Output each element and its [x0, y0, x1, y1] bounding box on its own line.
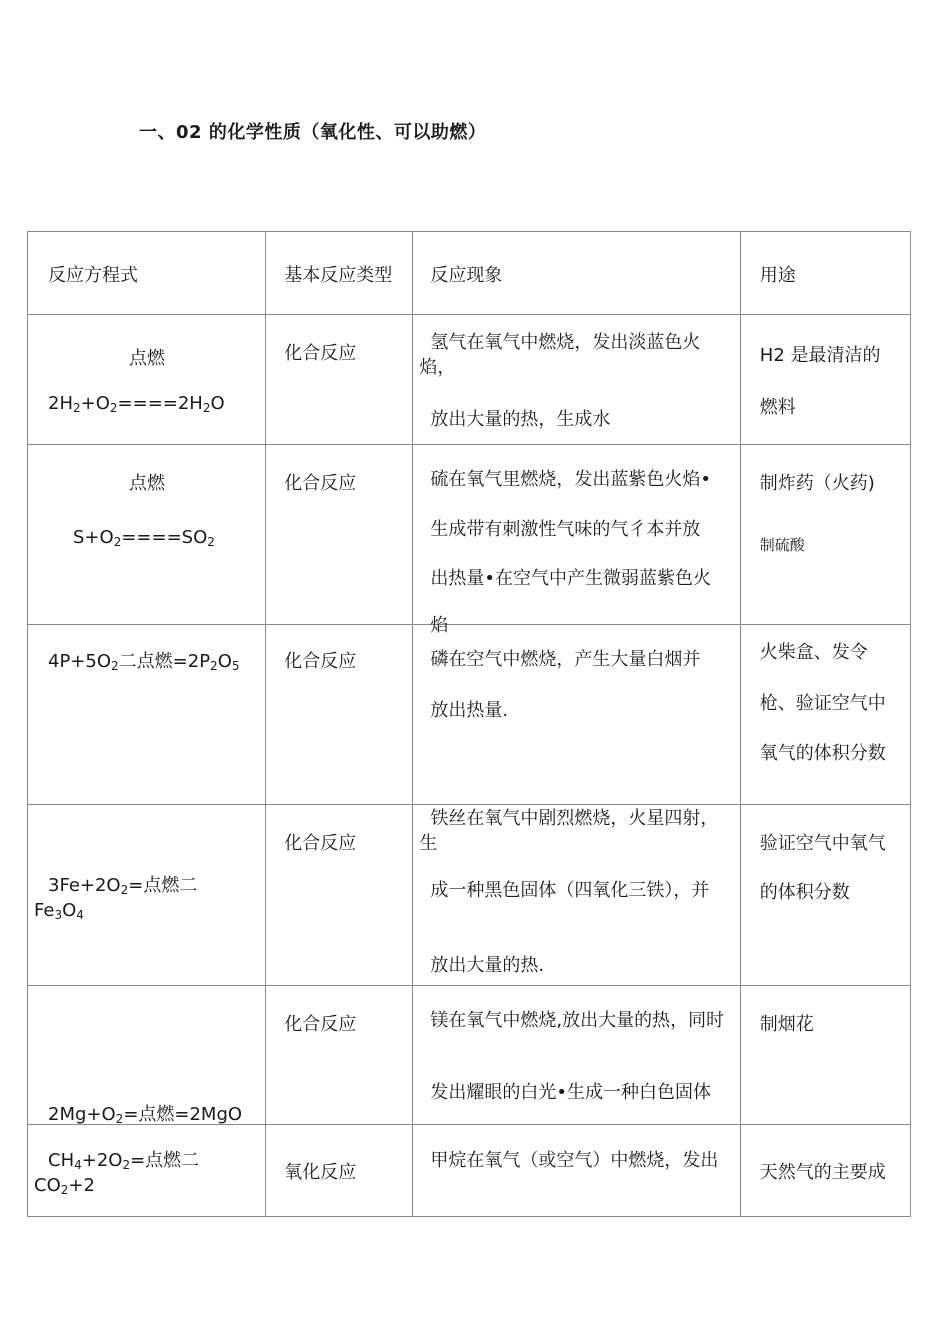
col-header-equation: 反应方程式 [48, 265, 138, 286]
phenomenon-line: 铁丝在氧气中剧烈燃烧，火星四射，生 [419, 808, 719, 854]
phenomenon-line: 放出大量的热. [430, 955, 545, 976]
use-line: 枪、验证空气中 [759, 693, 886, 714]
col-header-use: 用途 [759, 265, 796, 286]
table-row [28, 986, 911, 1125]
reaction-table [27, 231, 911, 1217]
phenomenon-line: 放出大量的热，生成水 [430, 409, 611, 430]
table-row [28, 805, 911, 986]
reaction-equation: $4P+5O_2$二点燃$=2P_2O_5$ [48, 651, 240, 673]
phenomenon-line: 硫在氧气里燃烧，发出蓝紫色火焰• [430, 469, 712, 490]
reaction-type: 化合反应 [284, 1014, 357, 1035]
reaction-equation: $3Fe+2O_2=$点燃二$Fe_3O_4$ [34, 875, 198, 922]
use-line: 制烟花 [759, 1014, 814, 1035]
reaction-equation: $S+O_2====SO_2$ [73, 527, 215, 549]
use-line: 天然气的主要成 [759, 1162, 886, 1183]
phenomenon-line: 氢气在氧气中燃烧，发出淡蓝色火焰， [419, 332, 701, 378]
reaction-type: 氧化反应 [284, 1162, 357, 1183]
use-line: 氧气的体积分数 [759, 743, 886, 764]
page-heading: 一、02 的化学性质（氧化性、可以助燃） [139, 122, 487, 143]
reaction-type: 化合反应 [284, 343, 357, 364]
col-header-phenomenon: 反应现象 [430, 265, 503, 286]
phenomenon-line: 焰 [430, 615, 449, 636]
phenomenon-line: 放出热量. [430, 700, 509, 721]
reaction-equation: $2Mg+O_2=$点燃=2MgO [48, 1104, 243, 1126]
phenomenon-line: 发出耀眼的白光•生成一种白色固体 [430, 1082, 712, 1103]
reaction-equation: $2H_2+O_2====2H_2O$ [48, 393, 225, 415]
phenomenon-line: 成一种黑色固体（四氧化三铁），并 [430, 880, 710, 901]
use-line: 燃料 [759, 397, 796, 418]
table-row [28, 625, 911, 805]
phenomenon-line: 镁在氧气中燃烧,放出大量的热，同时 [430, 1010, 725, 1031]
phenomenon-line: 出热量•在空气中产生微弱蓝紫色火 [430, 568, 712, 589]
use-line: 验证空气中氧气 [759, 833, 886, 854]
reaction-equation: $CH_4+2O_2=$点燃二$CO_2+2$ [34, 1150, 200, 1197]
phenomenon-line: 甲烷在氧气（或空气）中燃烧，发出 [430, 1150, 719, 1171]
table-row [28, 1125, 911, 1217]
table-header-row [28, 232, 911, 315]
reaction-condition: 点燃 [129, 348, 165, 369]
reaction-condition: 点燃 [129, 473, 165, 494]
phenomenon-line: 生成带有刺激性气味的气彳本并放 [430, 519, 701, 540]
col-header-type: 基本反应类型 [284, 265, 393, 286]
reaction-type: 化合反应 [284, 473, 357, 494]
table-row [28, 445, 911, 625]
table-row [28, 315, 911, 445]
use-line: 制炸药（火药) [759, 473, 875, 494]
reaction-type: 化合反应 [284, 651, 357, 672]
use-line: H2 是最清洁的 [759, 345, 881, 366]
reaction-type: 化合反应 [284, 833, 357, 854]
use-line: 制硫酸 [759, 536, 805, 554]
phenomenon-line: 磷在空气中燃烧，产生大量白烟并 [430, 649, 701, 670]
use-line: 的体积分数 [759, 882, 850, 903]
use-line: 火柴盒、发令 [759, 642, 868, 663]
